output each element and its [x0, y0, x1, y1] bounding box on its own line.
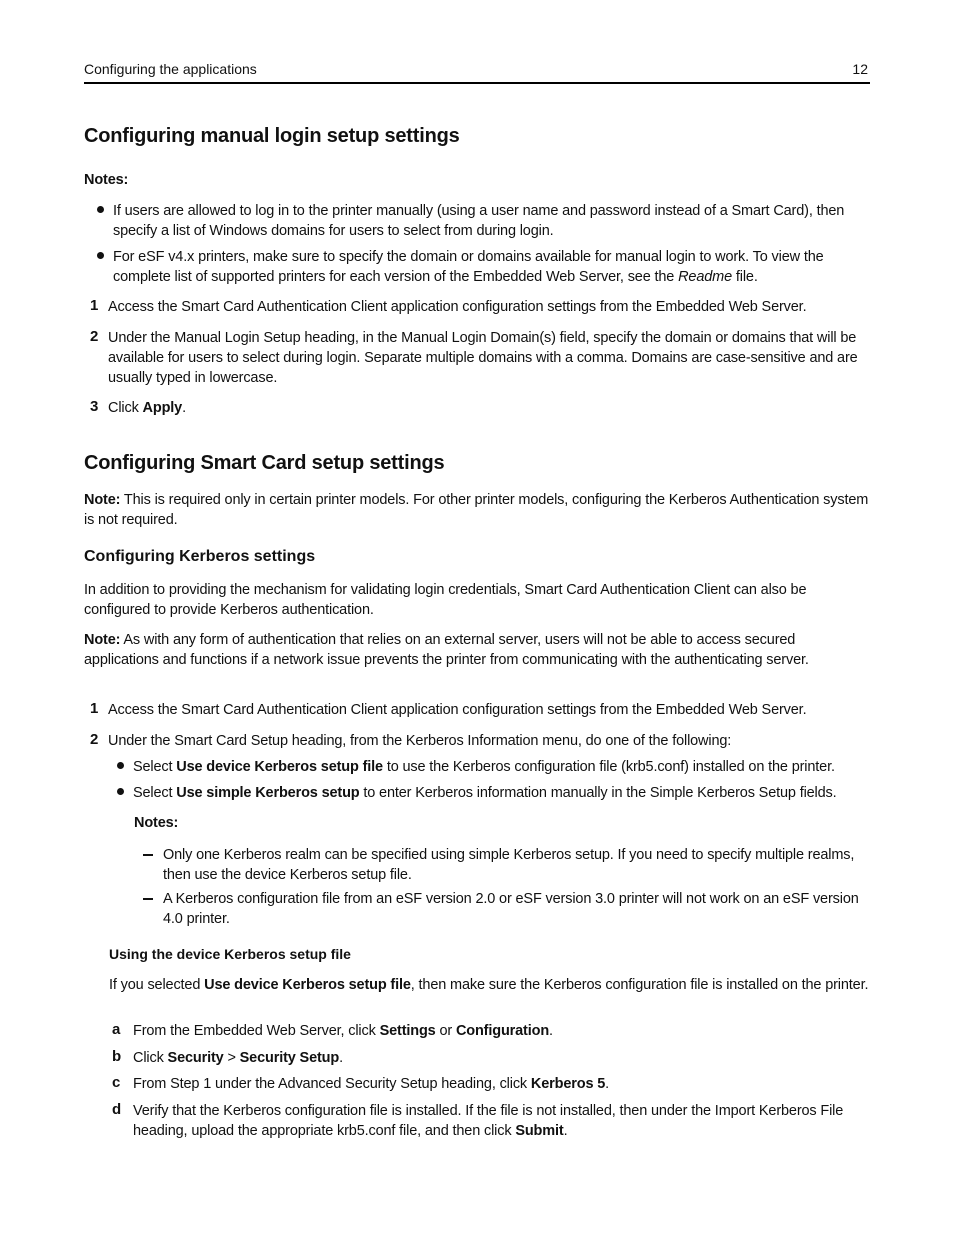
- note-text: This is required only in certain printer models. For other printer models, configuring the Kerberos Authentication system is not required.: [84, 492, 869, 528]
- substep-text: [133, 1074, 873, 1094]
- header-section-title: Configuring the applications: [84, 61, 257, 77]
- step-number: 2: [90, 328, 99, 345]
- step-text: Under the Manual Login Setup heading, in the Manual Login Domain(s) field, specify the domain or domains that will be available for users to select during login. Separate multiple domains with a comma. Domains are case-sensitive and are usually typed in lowercase.: [108, 330, 858, 386]
- option-text: Select: [133, 785, 177, 801]
- section-heading-smart-card: Configuring Smart Card setup settings: [84, 452, 445, 474]
- security-label: Security: [167, 1050, 224, 1066]
- substep-letter: a: [112, 1021, 121, 1038]
- substep-letter: d: [112, 1101, 122, 1118]
- substep-text-part: .: [605, 1076, 610, 1092]
- dash-icon: [143, 854, 153, 856]
- substep-text-part: From the Embedded Web Server, click: [133, 1023, 380, 1039]
- step-number: 3: [90, 398, 99, 415]
- option-text: to use the Kerberos configuration file (krb5.conf) installed on the printer.: [382, 759, 835, 775]
- step-text: [108, 398, 873, 418]
- configuration-label: Configuration: [455, 1023, 550, 1039]
- note-paragraph: [84, 490, 870, 530]
- step-number: 2: [90, 731, 99, 748]
- note-text: file.: [732, 269, 758, 285]
- substep-text: [133, 1048, 873, 1068]
- option-text: to enter Kerberos information manually in the Simple Kerberos Setup fields.: [359, 785, 837, 801]
- option-name: Use device Kerberos setup file: [204, 977, 411, 993]
- note-paragraph: [84, 630, 870, 670]
- option-text: Select: [133, 759, 177, 775]
- substep-text-part: or: [435, 1023, 456, 1039]
- notes-label: Notes:: [84, 172, 129, 188]
- step-text-part: .: [182, 400, 186, 416]
- step-text: Under the Smart Card Setup heading, from the Kerberos Information menu, do one of the following:: [108, 733, 732, 749]
- substep-letter: b: [112, 1048, 122, 1065]
- bullet-icon: [97, 206, 104, 213]
- option-name: Use simple Kerberos setup: [176, 785, 360, 801]
- substep-letter: c: [112, 1074, 121, 1091]
- substep-text-part: From Step 1 under the Advanced Security Setup heading, click: [133, 1076, 531, 1092]
- substep-text-part: .: [339, 1050, 343, 1066]
- running-header: [84, 60, 870, 84]
- option-item: [133, 757, 873, 777]
- step-number: 1: [90, 297, 99, 314]
- bullet-icon: [117, 788, 124, 795]
- bullet-icon: [97, 252, 104, 259]
- note-item: [113, 247, 873, 287]
- header-page-number: 12: [852, 61, 868, 77]
- notes-label: Notes:: [134, 815, 179, 831]
- settings-label: Settings: [379, 1023, 436, 1039]
- substep-text-part: Click: [133, 1050, 168, 1066]
- note-label: Note:: [84, 492, 121, 508]
- intro-paragraph: In addition to providing the mechanism for validating login credentials, Smart Card Authentication Client can also be configured to provide Kerberos authentication.: [84, 582, 807, 618]
- step-text: Access the Smart Card Authentication Client application configuration settings from the Embedded Web Server.: [108, 299, 807, 315]
- security-setup-label: Security Setup: [239, 1050, 340, 1066]
- kerberos5-label: Kerberos 5: [530, 1076, 606, 1092]
- note-item: A Kerberos configuration file from an eSF version 2.0 or eSF version 3.0 printer will not work on an eSF version 4.0 printer.: [163, 891, 859, 927]
- readme-reference: Readme: [678, 269, 733, 285]
- step-text: Access the Smart Card Authentication Client application configuration settings from the Embedded Web Server.: [108, 702, 807, 718]
- option-name: Use device Kerberos setup file: [176, 759, 383, 775]
- intro-paragraph: [109, 975, 873, 995]
- bullet-icon: [117, 762, 124, 769]
- substep-text-part: .: [563, 1123, 568, 1139]
- step-text-part: Click: [108, 400, 143, 416]
- subsection-heading-device-setup: Using the device Kerberos setup file: [109, 946, 351, 962]
- substep-text-part: .: [549, 1023, 553, 1039]
- note-label: Note:: [84, 632, 121, 648]
- substep-text-part: Verify that the Kerberos configuration file is installed. If the file is not installed, then under the Import Kerberos File heading, upload the appropriate krb5.conf file, and then click: [133, 1103, 844, 1139]
- section-heading-manual-login: Configuring manual login setup settings: [84, 125, 460, 147]
- substep-text: [133, 1101, 873, 1141]
- subsection-heading-kerberos: Configuring Kerberos settings: [84, 548, 316, 565]
- submit-label: Submit: [515, 1123, 564, 1139]
- note-item: Only one Kerberos realm can be specified using simple Kerberos setup. If you need to specify multiple realms, then use the device Kerberos setup file.: [163, 847, 855, 883]
- dash-icon: [143, 898, 153, 900]
- substep-text: [133, 1021, 873, 1041]
- step-number: 1: [90, 700, 99, 717]
- substep-text-part: >: [223, 1050, 240, 1066]
- note-item: If users are allowed to log in to the printer manually (using a user name and password instead of a Smart Card), then specify a list of Windows domains for users to select from during login.: [113, 203, 845, 239]
- apply-label: Apply: [142, 400, 183, 416]
- intro-text: If you selected: [109, 977, 205, 993]
- option-item: [133, 783, 873, 803]
- note-text: For eSF v4.x printers, make sure to specify the domain or domains available for manual login to work. To view the complete list of supported printers for each version of the Embedded Web Server, see the: [113, 249, 824, 285]
- note-text: As with any form of authentication that relies on an external server, users will not be able to access secured applications and functions if a network issue prevents the printer from communicating with the authenticating server.: [84, 632, 809, 668]
- intro-text: , then make sure the Kerberos configuration file is installed on the printer.: [410, 977, 869, 993]
